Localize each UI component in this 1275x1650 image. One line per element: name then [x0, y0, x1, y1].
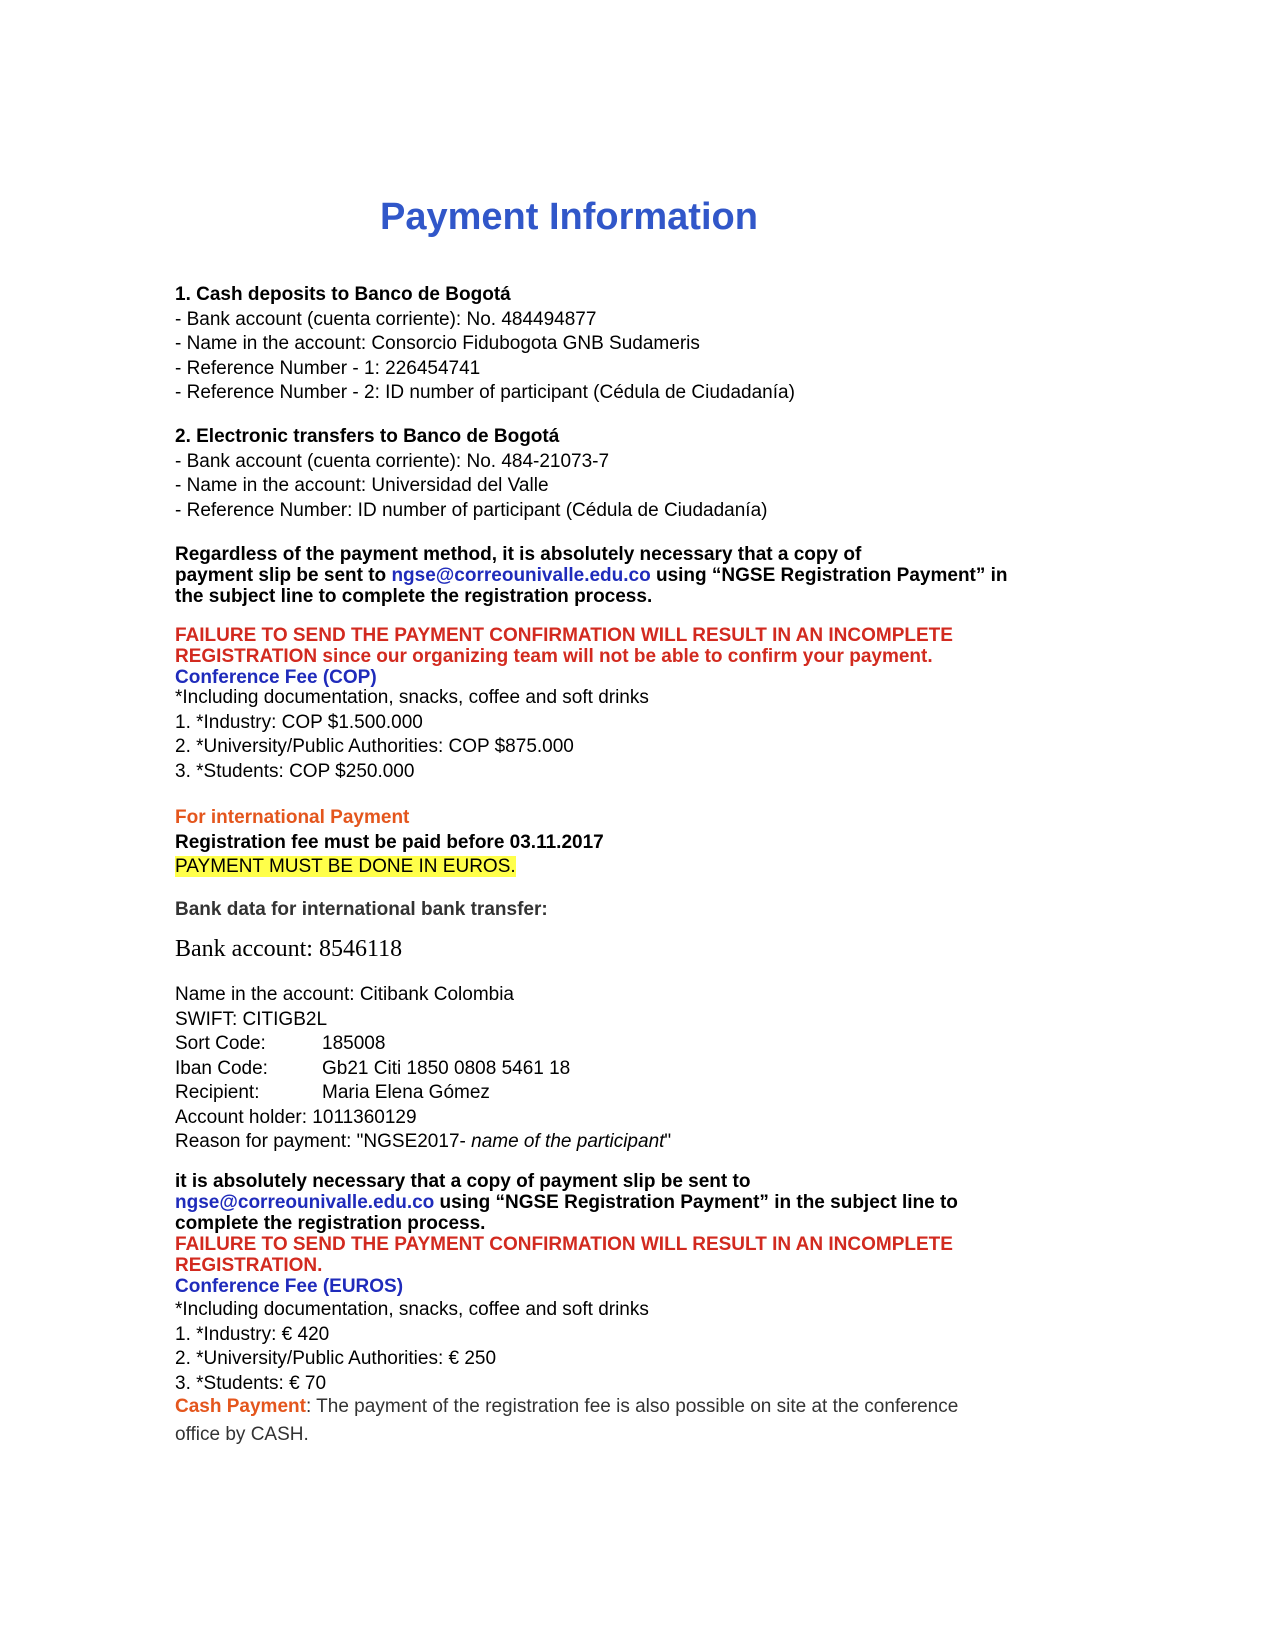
section-electronic-transfers: [175, 425, 1175, 523]
cash-payment-line2: office by CASH.: [175, 1424, 309, 1445]
section1-line: - Name in the account: Consorcio Fidubogota GNB Sudameris: [175, 333, 700, 354]
bank-data-heading-wrap: [175, 898, 1175, 923]
fee-cop-note: *Including documentation, snacks, coffee and soft drinks: [175, 687, 649, 708]
bank-account-wrap: [175, 936, 1175, 963]
section1-line: - Bank account (cuenta corriente): No. 484494877: [175, 308, 597, 330]
fee-cop-list: [175, 686, 1175, 784]
international-payment: [175, 806, 1175, 880]
fee-eur-item: 3. *Students: € 70: [175, 1372, 327, 1394]
fee-cop-item: 1. *Industry: COP $1.500.000: [175, 711, 423, 733]
bank-account: Bank account: 8546118: [175, 936, 403, 962]
warning2-line2: REGISTRATION.: [175, 1255, 323, 1276]
payment-reason: Reason for payment: "NGSE2017- name of the participant": [175, 1131, 672, 1152]
section1-line: - Reference Number - 1: 226454741: [175, 357, 481, 379]
notice-send-slip-international: [175, 1171, 1175, 1297]
fee-eur-note: *Including documentation, snacks, coffee and soft drinks: [175, 1299, 649, 1320]
notice2-line2: ngse@correounivalle.edu.co using “NGSE Registration Payment” in the subject line to: [175, 1192, 958, 1213]
notice2-line3: complete the registration process.: [175, 1213, 486, 1234]
account-holder: Account holder: 1011360129: [175, 1106, 417, 1128]
bank-data-heading: Bank data for international bank transfer:: [175, 899, 548, 920]
page-title: Payment Information: [380, 196, 758, 238]
warning1-line1: FAILURE TO SEND THE PAYMENT CONFIRMATION WILL RESULT IN AN INCOMPLETE: [175, 625, 953, 646]
euro-notice: PAYMENT MUST BE DONE IN EUROS.: [175, 856, 516, 877]
email-link[interactable]: ngse@correounivalle.edu.co: [391, 565, 651, 586]
notice1-line3: the subject line to complete the registration process.: [175, 586, 653, 607]
cash-payment: [175, 1393, 1175, 1449]
section2-heading: 2. Electronic transfers to Banco de Bogotá: [175, 426, 560, 447]
notice2-line1: it is absolutely necessary that a copy of payment slip be sent to: [175, 1171, 751, 1192]
bank-details: [175, 983, 1175, 1155]
international-deadline: Registration fee must be paid before 03.11.2017: [175, 831, 604, 853]
notice1-line1: Regardless of the payment method, it is absolutely necessary that a copy of: [175, 544, 862, 565]
warning2-line1: FAILURE TO SEND THE PAYMENT CONFIRMATION WILL RESULT IN AN INCOMPLETE: [175, 1234, 953, 1255]
fee-cop-heading: Conference Fee (COP): [175, 667, 377, 688]
swift-code: SWIFT: CITIGB2L: [175, 1008, 328, 1030]
fee-cop-item: 2. *University/Public Authorities: COP $875.000: [175, 736, 574, 757]
notice-send-slip: [175, 544, 1175, 607]
warning-incomplete-registration: [175, 625, 1175, 688]
cash-payment-text: Cash Payment: The payment of the registration fee is also possible on site at the conference: [175, 1396, 959, 1417]
section1-heading: 1. Cash deposits to Banco de Bogotá: [175, 284, 511, 305]
section1-line: - Reference Number - 2: ID number of participant (Cédula de Ciudadanía): [175, 382, 795, 403]
section2-line: - Name in the account: Universidad del Valle: [175, 475, 549, 496]
section2-line: - Reference Number: ID number of participant (Cédula de Ciudadanía): [175, 499, 768, 521]
recipient-row: Recipient: Maria Elena Gómez: [175, 1082, 490, 1103]
fee-eur-list: [175, 1298, 1175, 1396]
cash-payment-label: Cash Payment: [175, 1396, 306, 1417]
email-link[interactable]: ngse@correounivalle.edu.co: [175, 1192, 435, 1213]
fee-eur-heading: Conference Fee (EUROS): [175, 1276, 404, 1297]
fee-eur-item: 2. *University/Public Authorities: € 250: [175, 1348, 497, 1369]
notice1-line2: payment slip be sent to ngse@correounivalle.edu.co using “NGSE Registration Payment” in: [175, 565, 1008, 586]
iban-code-row: Iban Code: Gb21 Citi 1850 0808 5461 18: [175, 1057, 571, 1079]
section-cash-deposits: [175, 283, 1175, 406]
section2-line: - Bank account (cuenta corriente): No. 484-21073-7: [175, 450, 610, 472]
account-name: Name in the account: Citibank Colombia: [175, 984, 515, 1005]
international-heading: For international Payment: [175, 807, 410, 828]
warning1-line2: REGISTRATION since our organizing team will not be able to confirm your payment.: [175, 646, 933, 667]
fee-cop-item: 3. *Students: COP $250.000: [175, 760, 415, 782]
sort-code-row: Sort Code: 185008: [175, 1033, 386, 1054]
fee-eur-item: 1. *Industry: € 420: [175, 1323, 330, 1345]
